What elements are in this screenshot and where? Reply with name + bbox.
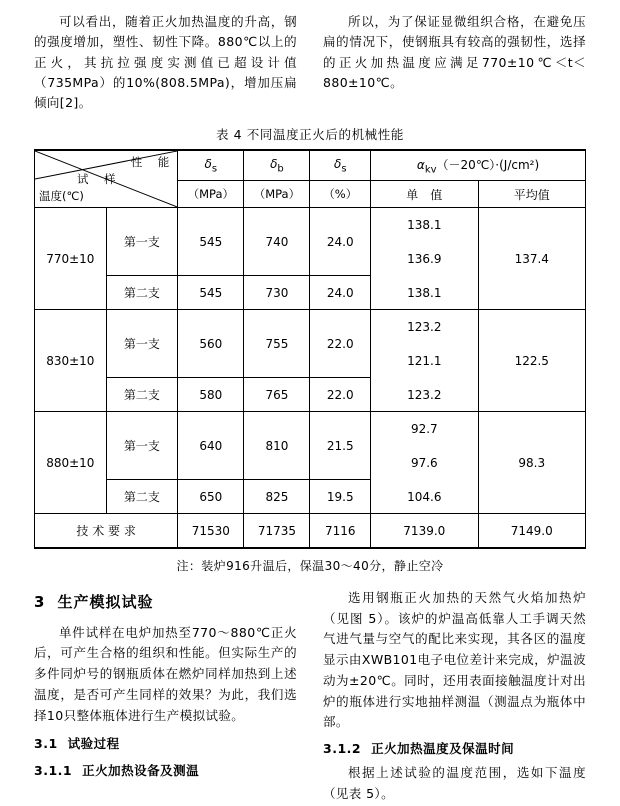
group-temperature-1: 770±10 (35, 208, 107, 310)
header-unit-sigma-b: （MPa） (244, 181, 310, 208)
value-akv-mean-1: 137.4 (478, 208, 585, 310)
value-akv-1-2-a: 138.1 (371, 276, 478, 310)
value-akv-2-1-a: 123.2 (371, 310, 478, 344)
requirement-sigma-b: 71735 (244, 514, 310, 548)
value-sigma-b-1-1: 740 (244, 208, 310, 276)
sigma-b-symbol: δ (270, 156, 278, 171)
bottom-text-columns (0, 574, 620, 806)
subsection-title-3-1-2: 正火加热温度及保温时间 (371, 741, 515, 756)
specimen-label-1-1: 第一支 (106, 208, 178, 276)
value-sigma-s-1-1: 545 (178, 208, 244, 276)
value-akv-1-1-b: 136.9 (371, 242, 478, 276)
specimen-label-1-2: 第二支 (106, 276, 178, 310)
table-header-row-1 (35, 150, 586, 180)
header-diagonal-cell (35, 150, 178, 208)
value-sigma-b-1-2: 730 (244, 276, 310, 310)
requirement-akv-mean: 7149.0 (478, 514, 585, 548)
subsection-heading-3-1-1 (34, 761, 297, 782)
top-right-paragraph: 所以，为了保证显微组织合格，在避免压扁的情况下，使钢瓶具有较高的强韧性，选择的正火加热温度应满足770±10℃＜t＜880±10℃。 (323, 14, 586, 90)
value-delta-3-1: 21.5 (310, 412, 371, 480)
header-label-performance: 性 能 (130, 155, 172, 170)
header-label-temperature: 温度(℃) (39, 189, 84, 204)
value-delta-3-2: 19.5 (310, 480, 371, 514)
header-akv-mean: 平均值 (478, 181, 585, 208)
delta-sub: s (341, 163, 347, 175)
value-sigma-s-2-1: 560 (178, 310, 244, 378)
table-caption: 表 4 不同温度正火后的机械性能 (215, 127, 404, 143)
header-sigma-s (178, 150, 244, 180)
table-row (35, 310, 586, 344)
akv-symbol: α (416, 157, 425, 172)
header-delta (310, 150, 371, 180)
bottom-left-column (34, 588, 297, 806)
value-sigma-s-2-2: 580 (178, 378, 244, 412)
akv-sub: kv (424, 164, 437, 176)
value-sigma-b-3-1: 810 (244, 412, 310, 480)
subsection-number-3-1: 3.1 (34, 736, 58, 752)
sigma-s-sub: s (211, 163, 218, 175)
section-title-3: 生产模拟试验 (57, 592, 154, 611)
value-akv-2-1-b: 121.1 (371, 344, 478, 378)
value-delta-2-2: 22.0 (310, 378, 371, 412)
value-sigma-b-2-1: 755 (244, 310, 310, 378)
section-number-3: 3 (34, 592, 46, 611)
group-temperature-3: 880±10 (35, 412, 107, 514)
table-requirement-row (35, 514, 586, 548)
value-delta-1-2: 24.0 (310, 276, 371, 310)
header-sigma-b (244, 150, 310, 180)
mechanical-properties-table (34, 149, 586, 549)
table-container (0, 149, 620, 549)
value-delta-2-1: 22.0 (310, 310, 371, 378)
bottom-right-paragraph-1: 选用钢瓶正火加热的天然气火焰加热炉（见图 5）。该炉的炉温高低靠人工手调天然气进气量与空气的配比来实现，其各区的温度显示由XWB101电子电位差计来完成，炉温波动为±20℃。同时，还用表面接触温度计对出炉的瓶体进行实地抽样测温（测温点为瓶体中部。 (323, 589, 586, 730)
requirement-sigma-s: 71530 (178, 514, 244, 548)
section-heading-3 (34, 590, 297, 615)
header-label-specimen: 试 样 (77, 172, 118, 187)
group-temperature-2: 830±10 (35, 310, 107, 412)
requirement-akv-single: 7139.0 (371, 514, 478, 548)
value-akv-2-2-a: 123.2 (371, 378, 478, 412)
delta-symbol: δ (333, 156, 342, 171)
requirement-label: 技 术 要 求 (35, 514, 178, 548)
top-right-column (323, 12, 586, 113)
value-sigma-s-3-2: 650 (178, 480, 244, 514)
value-akv-3-1-b: 97.6 (371, 446, 478, 480)
table-row (35, 208, 586, 242)
value-sigma-s-3-1: 640 (178, 412, 244, 480)
header-unit-delta: （%） (310, 181, 371, 208)
header-akv (371, 150, 586, 180)
subsection-title-3-1: 试验过程 (67, 736, 120, 752)
specimen-label-2-1: 第一支 (106, 310, 178, 378)
value-akv-3-2-a: 104.6 (371, 480, 478, 514)
subsection-heading-3-1 (34, 734, 297, 755)
table-row (35, 412, 586, 446)
sigma-b-sub: b (277, 163, 284, 175)
specimen-label-3-1: 第一支 (106, 412, 178, 480)
akv-rest: （－20℃）·(J/cm²) (436, 157, 540, 172)
header-akv-single: 单 值 (371, 181, 478, 208)
top-left-column (34, 12, 297, 113)
value-sigma-b-2-2: 765 (244, 378, 310, 412)
value-akv-mean-2: 122.5 (478, 310, 585, 412)
subsection-title-3-1-1: 正火加热设备及测温 (82, 763, 200, 779)
bottom-right-column (323, 588, 586, 806)
table-note: 注：装炉916升温后，保温30～40分，静止空冷 (176, 558, 444, 573)
header-unit-sigma-s: （MPa） (178, 181, 244, 208)
value-delta-1-1: 24.0 (310, 208, 371, 276)
top-text-columns (0, 0, 620, 113)
specimen-label-3-2: 第二支 (106, 480, 178, 514)
value-sigma-s-1-2: 545 (178, 276, 244, 310)
value-akv-1-1-a: 138.1 (371, 208, 478, 242)
sigma-s-symbol: δ (204, 156, 212, 171)
subsection-number-3-1-2: 3.1.2 (323, 741, 362, 756)
specimen-label-2-2: 第二支 (106, 378, 178, 412)
requirement-delta: 7116 (310, 514, 371, 548)
bottom-right-paragraph-2: 根据上述试验的温度范围，选如下温度（见表 5）。 (323, 764, 586, 801)
value-akv-3-1-a: 92.7 (371, 412, 478, 446)
value-sigma-b-3-2: 825 (244, 480, 310, 514)
bottom-left-paragraph: 单件试样在电炉加热至770～880℃正火后，可产生合格的组织和性能。但实际生产的多件同炉号的钢瓶质体在燃炉同样加热到上述温度，是否可产生同样的效果？为此，我们选择10只整体瓶体进行生产模拟试验。 (34, 624, 297, 723)
subsection-number-3-1-1: 3.1.1 (34, 763, 73, 779)
top-left-paragraph: 可以看出，随着正火加热温度的升高，钢的强度增加，塑性、韧性下降。880℃以上的正火，其抗拉强度实测值已超设计值（735MPa）的10%(808.5MPa)，增加压扁倾向[2]。 (34, 14, 297, 110)
value-akv-mean-3: 98.3 (478, 412, 585, 514)
subsection-heading-3-1-2 (323, 739, 586, 760)
